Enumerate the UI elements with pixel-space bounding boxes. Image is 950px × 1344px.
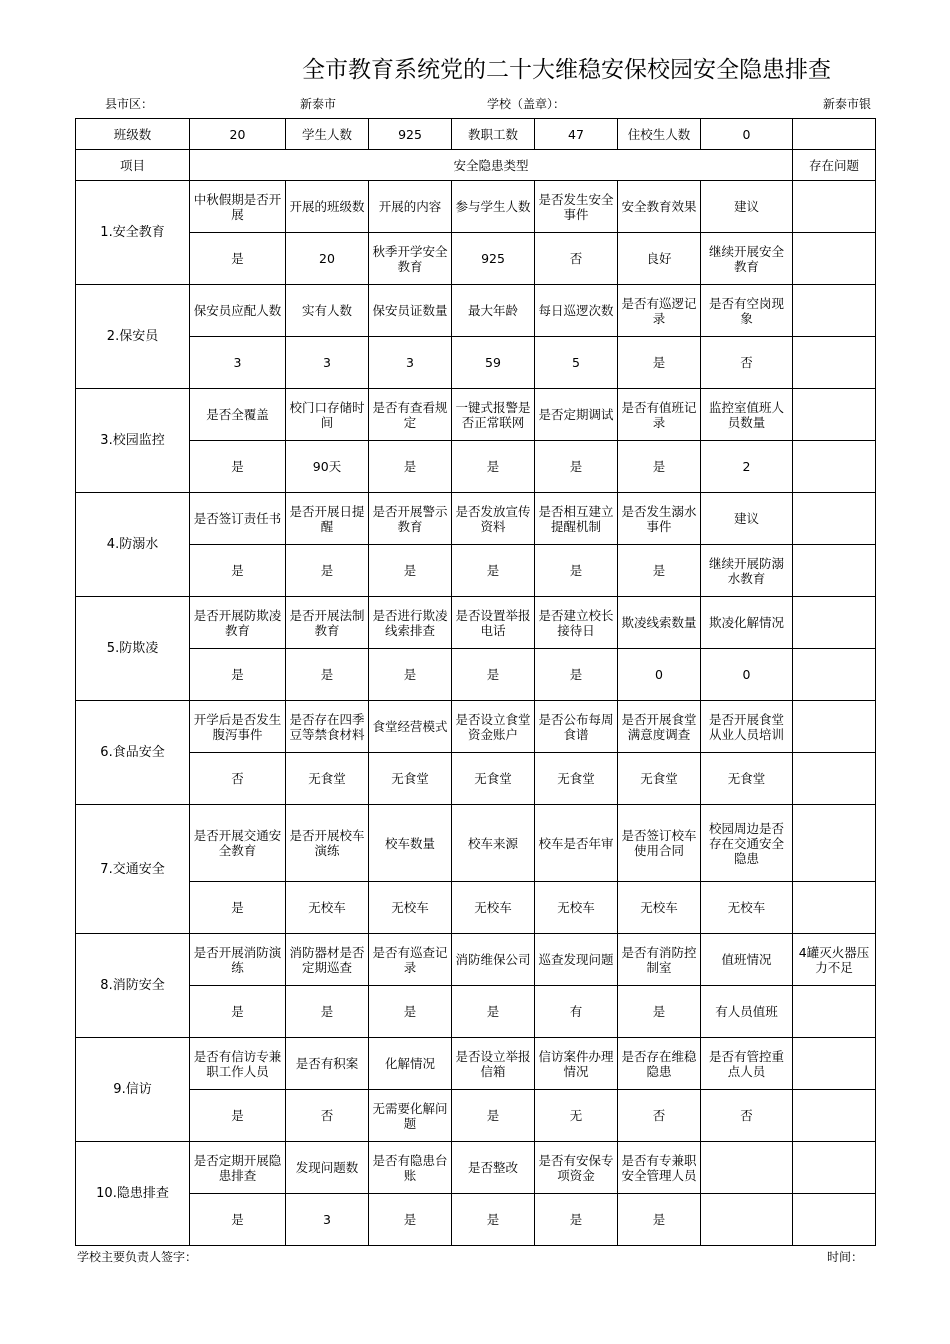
answer-cell: 是: [535, 441, 618, 493]
section-name: 7.交通安全: [76, 805, 190, 934]
question-cell: 是否有积案: [286, 1038, 369, 1090]
section-question-row: [76, 1142, 876, 1194]
section-question-row: [76, 934, 876, 986]
answer-problem-blank: [793, 882, 876, 934]
answer-cell: 0: [618, 649, 701, 701]
question-cell: 开展的班级数: [286, 181, 369, 233]
question-cell: 是否签订责任书: [190, 493, 286, 545]
section-name: 2.保安员: [76, 285, 190, 389]
problem-cell: [793, 1142, 876, 1194]
problem-header: 存在问题: [793, 150, 876, 181]
question-cell: 是否开展日提醒: [286, 493, 369, 545]
question-cell: 是否开展食堂从业人员培训: [701, 701, 793, 753]
question-cell: 开展的内容: [369, 181, 452, 233]
summary-row: [76, 119, 876, 150]
answer-cell: 是: [618, 1194, 701, 1246]
question-cell: 是否定期调试: [535, 389, 618, 441]
answer-problem-blank: [793, 986, 876, 1038]
question-cell: 是否有信访专兼职工作人员: [190, 1038, 286, 1090]
answer-cell: 无校车: [535, 882, 618, 934]
section-name: 3.校园监控: [76, 389, 190, 493]
question-cell: 值班情况: [701, 934, 793, 986]
question-cell: 消防器材是否定期巡查: [286, 934, 369, 986]
question-cell: 是否签订校车使用合同: [618, 805, 701, 882]
question-cell: 校门口存储时间: [286, 389, 369, 441]
inspection-table: [75, 118, 876, 1246]
section-question-row: [76, 805, 876, 882]
time-label: 时间：: [827, 1250, 864, 1264]
type-header: 安全隐患类型: [190, 150, 793, 181]
section-name: 5.防欺凌: [76, 597, 190, 701]
question-cell: 是否设立食堂资金账户: [452, 701, 535, 753]
answer-cell: 是: [190, 233, 286, 285]
section-question-row: [76, 1038, 876, 1090]
answer-problem-blank: [793, 649, 876, 701]
answer-cell: 是: [190, 649, 286, 701]
answer-cell: 是: [190, 882, 286, 934]
answer-problem-blank: [793, 753, 876, 805]
question-cell: 一键式报警是否正常联网: [452, 389, 535, 441]
class-count-value: 20: [190, 119, 286, 150]
question-cell: 中秋假期是否开展: [190, 181, 286, 233]
answer-cell: 继续开展安全教育: [701, 233, 793, 285]
answer-cell: 是: [369, 1194, 452, 1246]
section-question-row: [76, 285, 876, 337]
answer-cell: 是: [190, 545, 286, 597]
answer-cell: 是: [190, 1194, 286, 1246]
section-answer-row: [76, 753, 876, 805]
question-cell: 巡查发现问题: [535, 934, 618, 986]
answer-cell: 90天: [286, 441, 369, 493]
problem-cell: [793, 805, 876, 882]
question-cell: 是否存在维稳隐患: [618, 1038, 701, 1090]
answer-cell: 良好: [618, 233, 701, 285]
question-cell: 校车来源: [452, 805, 535, 882]
question-cell: 保安员证数量: [369, 285, 452, 337]
county-value: 新泰市: [300, 97, 337, 111]
question-cell: 是否开展警示教育: [369, 493, 452, 545]
answer-cell: 继续开展防溺水教育: [701, 545, 793, 597]
answer-cell: 有人员值班: [701, 986, 793, 1038]
answer-cell: 2: [701, 441, 793, 493]
question-cell: 建议: [701, 493, 793, 545]
problem-cell: [793, 701, 876, 753]
question-cell: 是否发放宣传资料: [452, 493, 535, 545]
question-cell: 是否开展交通安全教育: [190, 805, 286, 882]
question-cell: 是否存在四季豆等禁食材料: [286, 701, 369, 753]
question-cell: 是否有查看规定: [369, 389, 452, 441]
question-cell: [701, 1142, 793, 1194]
question-cell: 食堂经营模式: [369, 701, 452, 753]
question-cell: 是否开展食堂满意度调查: [618, 701, 701, 753]
question-cell: 是否有隐患台账: [369, 1142, 452, 1194]
class-count-label: 班级数: [76, 119, 190, 150]
answer-cell: 是: [535, 545, 618, 597]
question-cell: 参与学生人数: [452, 181, 535, 233]
section-answer-row: [76, 233, 876, 285]
boarding-label: 住校生人数: [618, 119, 701, 150]
problem-cell: [793, 285, 876, 337]
question-cell: 是否建立校长接待日: [535, 597, 618, 649]
answer-cell: 无校车: [618, 882, 701, 934]
question-cell: 最大年龄: [452, 285, 535, 337]
answer-problem-blank: [793, 1194, 876, 1246]
answer-cell: 是: [535, 649, 618, 701]
question-cell: 是否开展校车演练: [286, 805, 369, 882]
answer-cell: 否: [618, 1090, 701, 1142]
question-cell: 是否开展消防演练: [190, 934, 286, 986]
section-answer-row: [76, 1090, 876, 1142]
problem-cell: [793, 493, 876, 545]
answer-cell: 无校车: [369, 882, 452, 934]
question-cell: 是否有巡逻记录: [618, 285, 701, 337]
item-header: 项目: [76, 150, 190, 181]
answer-problem-blank: [793, 1090, 876, 1142]
question-cell: 是否设置举报电话: [452, 597, 535, 649]
answer-cell: 无食堂: [452, 753, 535, 805]
question-cell: 信访案件办理情况: [535, 1038, 618, 1090]
answer-cell: 有: [535, 986, 618, 1038]
answer-cell: 否: [190, 753, 286, 805]
answer-problem-blank: [793, 545, 876, 597]
question-cell: 安全教育效果: [618, 181, 701, 233]
section-answer-row: [76, 545, 876, 597]
answer-cell: 20: [286, 233, 369, 285]
question-cell: 是否全覆盖: [190, 389, 286, 441]
answer-cell: 59: [452, 337, 535, 389]
answer-cell: 无校车: [701, 882, 793, 934]
question-cell: 校园周边是否存在交通安全隐患: [701, 805, 793, 882]
question-cell: 化解情况: [369, 1038, 452, 1090]
answer-cell: 是: [452, 441, 535, 493]
question-cell: 是否有消防控制室: [618, 934, 701, 986]
answer-cell: 是: [190, 1090, 286, 1142]
answer-cell: 3: [369, 337, 452, 389]
problem-cell: [793, 389, 876, 441]
boarding-value: 0: [701, 119, 793, 150]
answer-cell: 是: [452, 649, 535, 701]
answer-problem-blank: [793, 441, 876, 493]
answer-cell: 是: [369, 986, 452, 1038]
answer-cell: 无食堂: [701, 753, 793, 805]
section-question-row: [76, 597, 876, 649]
answer-cell: 否: [701, 337, 793, 389]
answer-cell: 否: [701, 1090, 793, 1142]
answer-cell: 是: [452, 1194, 535, 1246]
staff-count-value: 47: [535, 119, 618, 150]
answer-cell: 无需要化解问题: [369, 1090, 452, 1142]
signature-label: 学校主要负责人签字：: [77, 1250, 198, 1264]
section-name: 6.食品安全: [76, 701, 190, 805]
question-cell: 是否有安保专项资金: [535, 1142, 618, 1194]
school-label: 学校（盖章）：: [487, 97, 566, 111]
question-cell: 保安员应配人数: [190, 285, 286, 337]
answer-cell: 无: [535, 1090, 618, 1142]
section-answer-row: [76, 1194, 876, 1246]
student-count-value: 925: [369, 119, 452, 150]
question-cell: 是否发生安全事件: [535, 181, 618, 233]
staff-count-label: 教职工数: [452, 119, 535, 150]
section-name: 8.消防安全: [76, 934, 190, 1038]
answer-cell: 是: [452, 1090, 535, 1142]
answer-problem-blank: [793, 233, 876, 285]
answer-cell: 是: [452, 545, 535, 597]
question-cell: 校车是否年审: [535, 805, 618, 882]
section-question-row: [76, 493, 876, 545]
question-cell: 欺凌线索数量: [618, 597, 701, 649]
answer-cell: 是: [369, 441, 452, 493]
answer-cell: 是: [618, 545, 701, 597]
answer-cell: 是: [535, 1194, 618, 1246]
question-cell: 是否开展防欺凌教育: [190, 597, 286, 649]
question-cell: 是否进行欺凌线索排查: [369, 597, 452, 649]
summary-blank: [793, 119, 876, 150]
question-cell: 是否开展法制教育: [286, 597, 369, 649]
answer-cell: 是: [190, 986, 286, 1038]
section-answer-row: [76, 337, 876, 389]
question-cell: 建议: [701, 181, 793, 233]
section-question-row: [76, 181, 876, 233]
answer-cell: 5: [535, 337, 618, 389]
answer-cell: 0: [701, 649, 793, 701]
answer-cell: 是: [369, 649, 452, 701]
answer-cell: 925: [452, 233, 535, 285]
answer-cell: 无食堂: [286, 753, 369, 805]
question-cell: 是否有值班记录: [618, 389, 701, 441]
answer-cell: 是: [286, 545, 369, 597]
section-question-row: [76, 701, 876, 753]
question-cell: 发现问题数: [286, 1142, 369, 1194]
answer-problem-blank: [793, 337, 876, 389]
answer-cell: 是: [369, 545, 452, 597]
question-cell: 消防维保公司: [452, 934, 535, 986]
question-cell: 是否有巡查记录: [369, 934, 452, 986]
answer-cell: [701, 1194, 793, 1246]
answer-cell: 无食堂: [618, 753, 701, 805]
answer-cell: 3: [286, 1194, 369, 1246]
answer-cell: 是: [286, 649, 369, 701]
question-cell: 实有人数: [286, 285, 369, 337]
answer-cell: 是: [618, 441, 701, 493]
county-label: 县市区：: [105, 97, 154, 111]
problem-cell: [793, 1038, 876, 1090]
question-cell: 欺凌化解情况: [701, 597, 793, 649]
problem-cell: 4罐灭火器压力不足: [793, 934, 876, 986]
answer-cell: 是: [190, 441, 286, 493]
question-cell: 是否有空岗现象: [701, 285, 793, 337]
question-cell: 每日巡逻次数: [535, 285, 618, 337]
question-cell: 是否有专兼职安全管理人员: [618, 1142, 701, 1194]
student-count-label: 学生人数: [286, 119, 369, 150]
answer-cell: 是: [286, 986, 369, 1038]
section-answer-row: [76, 882, 876, 934]
section-answer-row: [76, 441, 876, 493]
answer-cell: 秋季开学安全教育: [369, 233, 452, 285]
answer-cell: 是: [618, 986, 701, 1038]
header-row: [76, 150, 876, 181]
section-name: 1.安全教育: [76, 181, 190, 285]
section-question-row: [76, 389, 876, 441]
problem-cell: [793, 181, 876, 233]
answer-cell: 否: [286, 1090, 369, 1142]
answer-cell: 3: [190, 337, 286, 389]
question-cell: 是否公布每周食谱: [535, 701, 618, 753]
section-answer-row: [76, 986, 876, 1038]
answer-cell: 无校车: [286, 882, 369, 934]
answer-cell: 是: [452, 986, 535, 1038]
question-cell: 开学后是否发生腹泻事件: [190, 701, 286, 753]
section-answer-row: [76, 649, 876, 701]
school-value: 新泰市银: [823, 97, 872, 111]
problem-cell: [793, 597, 876, 649]
question-cell: 是否设立举报信箱: [452, 1038, 535, 1090]
question-cell: 是否有管控重点人员: [701, 1038, 793, 1090]
answer-cell: 无食堂: [535, 753, 618, 805]
question-cell: 是否整改: [452, 1142, 535, 1194]
section-name: 9.信访: [76, 1038, 190, 1142]
answer-cell: 无校车: [452, 882, 535, 934]
section-name: 10.隐患排查: [76, 1142, 190, 1246]
answer-cell: 是: [618, 337, 701, 389]
question-cell: 是否发生溺水事件: [618, 493, 701, 545]
question-cell: 校车数量: [369, 805, 452, 882]
question-cell: 是否相互建立提醒机制: [535, 493, 618, 545]
answer-cell: 否: [535, 233, 618, 285]
answer-cell: 3: [286, 337, 369, 389]
document-title: 全市教育系统党的二十大维稳安保校园安全隐患排查: [302, 57, 831, 83]
answer-cell: 无食堂: [369, 753, 452, 805]
question-cell: 是否定期开展隐患排查: [190, 1142, 286, 1194]
section-name: 4.防溺水: [76, 493, 190, 597]
question-cell: 监控室值班人员数量: [701, 389, 793, 441]
